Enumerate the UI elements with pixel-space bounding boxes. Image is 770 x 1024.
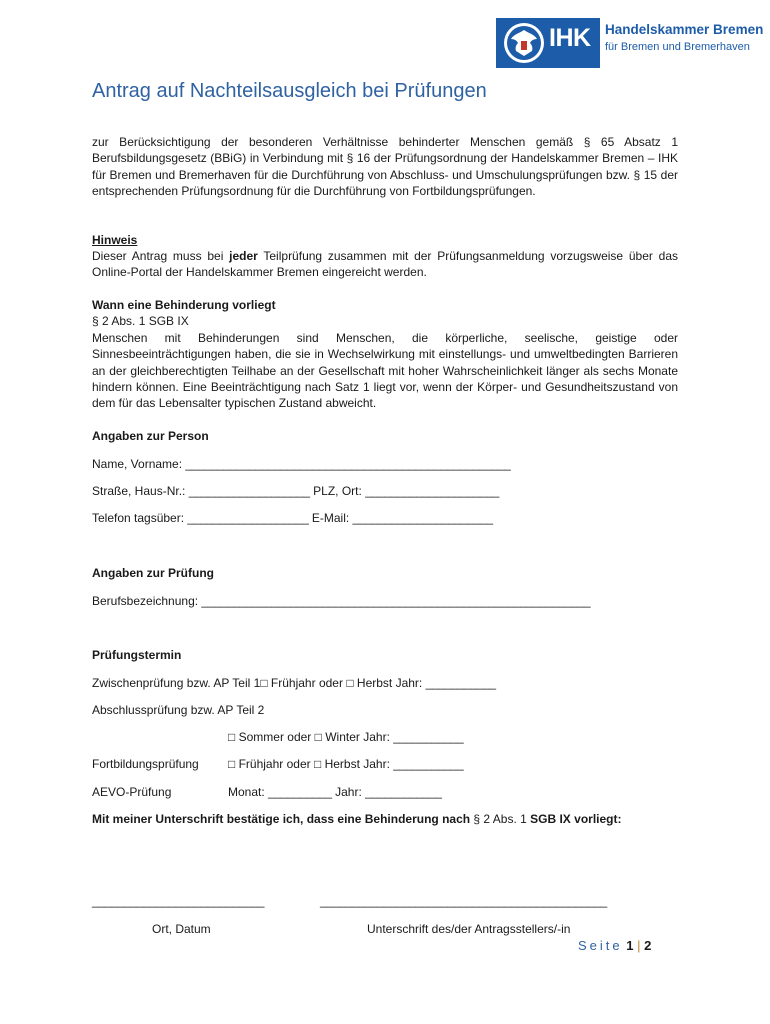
name-label: Name, Vorname: [92,457,183,471]
email-label: E-Mail: [311,511,350,525]
phone-row [92,510,493,526]
jahr-field[interactable]: ____________ [365,785,442,799]
hint-heading: Hinweis [92,233,138,247]
signature-label: Unterschrift des/der Antragsstellers/-in [367,922,571,936]
disability-law: § 2 Abs. 1 SGB IX [92,314,189,328]
phone-label: Telefon tagsüber: [92,511,185,525]
winter-checkbox[interactable]: □ [314,730,322,744]
place-date-field[interactable]: ___________________________ [92,894,265,908]
signature-field[interactable]: _____________________________________________ [320,894,607,908]
fort-fruehjahr-checkbox[interactable]: □ [228,757,236,771]
email-field[interactable]: ______________________ [352,511,493,525]
person-heading: Angaben zur Person [92,429,209,443]
winter-label: Winter Jahr: [325,730,390,744]
fort-fruehjahr-label: Frühjahr oder [238,757,311,771]
plz-field[interactable]: _____________________ [365,484,500,498]
abschluss-year-field[interactable]: ___________ [393,730,464,744]
zwischen-label: Zwischenprüfung bzw. AP Teil 1 [92,676,261,690]
zwischen-row [92,675,496,691]
phone-field[interactable]: ___________________ [187,511,309,525]
fruehjahr-checkbox[interactable]: □ [260,676,268,690]
herbst-checkbox[interactable]: □ [346,676,354,690]
job-row [92,593,590,609]
fort-year-field[interactable]: ___________ [393,757,464,771]
confirm-text: Mit meiner Unterschrift bestätige ich, dass eine Behinderung nach § 2 Abs. 1 SGB IX vorliegt: [92,812,622,826]
street-field[interactable]: ___________________ [188,484,310,498]
date-heading: Prüfungstermin [92,648,182,662]
place-date-label: Ort, Datum [152,922,211,936]
fort-herbst-label: Herbst Jahr: [324,757,390,771]
page-number: Seite 1 | 2 [578,938,652,953]
logo-badge [496,18,600,68]
fortbildung-label: Fortbildungsprüfung [92,757,199,771]
name-row [92,456,510,472]
disability-text: Menschen mit Behinderungen sind Menschen, die körperliche, seelische, geistige oder Sinnesbeeinträchtigungen haben, die sie in Wechselwirkung mit einstellungs- und umweltbedingten Barrieren an der gleichberechtigten Teilhabe an der Gesellschaft mit hoher Wahrscheinlichkeit länger als sechs Monate hindern können. Eine Beeinträchtigung nach Satz 1 liegt vor, wenn der Körper- und Gesundheitszustand von dem für das Lebensalter typischen Zustand abweicht. [92,331,678,411]
disability-heading: Wann eine Behinderung vorliegt [92,298,276,312]
org-subtitle: für Bremen und Bremerhaven [605,41,750,53]
job-label: Berufsbezeichnung: [92,594,199,608]
fruehjahr-label: Frühjahr oder [270,676,343,690]
confirm-law: § 2 Abs. 1 [473,812,527,826]
name-field[interactable]: ___________________________________________________ [185,457,511,471]
street-row [92,483,499,499]
logo-ihk-text: IHK [549,24,591,52]
job-field[interactable]: _____________________________________________________________ [201,594,591,608]
eagle-emblem-icon [502,21,546,65]
hint-emphasis: jeder [229,249,258,263]
intro-paragraph: zur Berücksichtigung der besonderen Verhältnisse behinderter Menschen gemäß § 65 Absatz 1 Berufsbildungsgesetz (BBiG) in Verbindung mit § 16 der Prüfungsordnung der Handelskammer Bremen – IHK für Bremen und Bremerhaven für die Durchführung von Abschluss- und Umschulungsprüfungen bzw. § 15 der entsprechenden Prüfungsordnung für die Durchführung von Fortbildungsprüfungen. [92,135,678,198]
monat-field[interactable]: __________ [268,785,332,799]
abschluss-label: Abschlussprüfung bzw. AP Teil 2 [92,703,265,717]
ihk-logo [496,18,764,68]
aevo-label: AEVO-Prüfung [92,785,172,799]
fortbildung-options-row [228,756,463,772]
jahr-label: Jahr: [335,785,362,799]
monat-label: Monat: [228,785,265,799]
plz-label: PLZ, Ort: [313,484,362,498]
hint-text: Dieser Antrag muss bei jeder Teilprüfung zusammen mit der Prüfungsanmeldung vorzugsweise über das Online-Portal der Handelskammer Bremen eingereicht werden. [92,249,678,280]
herbst-label: Herbst Jahr: [356,676,423,690]
aevo-options-row [228,784,442,800]
fort-herbst-checkbox[interactable]: □ [313,757,322,771]
page-title: Antrag auf Nachteilsausgleich bei Prüfungen [92,80,487,102]
org-name: Handelskammer Bremen [605,22,764,37]
sommer-label: Sommer oder [238,730,312,744]
zwischen-year-field[interactable]: ___________ [425,676,496,690]
exam-heading: Angaben zur Prüfung [92,566,214,580]
abschluss-options-row [228,729,463,745]
street-label: Straße, Haus-Nr.: [92,484,186,498]
sommer-checkbox[interactable]: □ [228,730,236,744]
